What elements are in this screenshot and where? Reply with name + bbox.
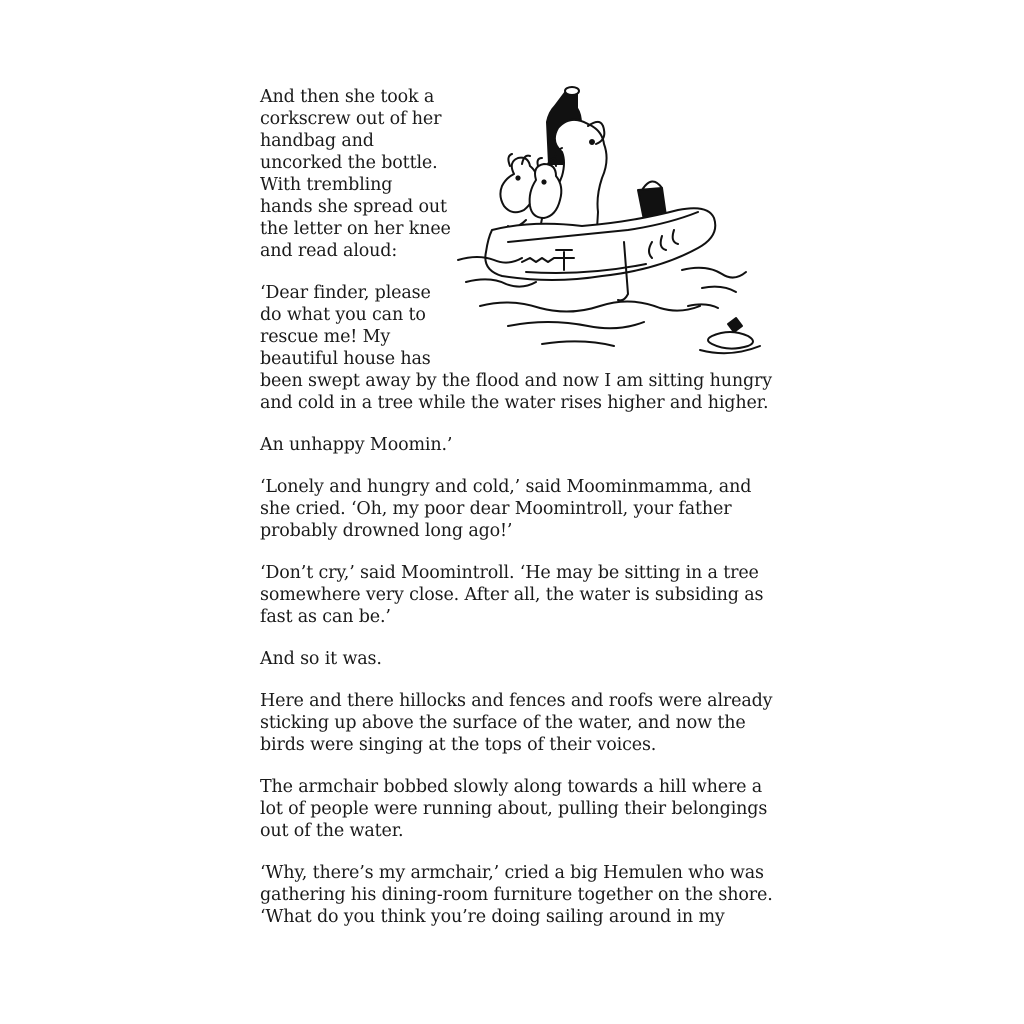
text-line: hands she spread out <box>260 197 447 217</box>
paragraph-gap <box>260 542 770 562</box>
text-line: uncorked the bottle. <box>260 153 438 173</box>
text-line: ‘What do you think you’re doing sailing around in my <box>260 907 725 927</box>
paragraph <box>260 776 770 842</box>
text-line: and read aloud: <box>260 241 398 261</box>
text-line: corkscrew out of her <box>260 109 442 129</box>
text-line: lot of people were running about, pulling their belongings <box>260 799 768 819</box>
paragraph <box>260 690 773 756</box>
paragraph <box>260 862 773 928</box>
text-line: Here and there hillocks and fences and roofs were already <box>260 691 773 711</box>
paragraph <box>260 434 770 456</box>
text-line: been swept away by the flood and now I am sitting hungry <box>260 371 772 391</box>
paragraph <box>260 562 770 628</box>
paragraph-gap <box>260 670 770 690</box>
text-line: gathering his dining-room furniture together on the shore. <box>260 885 773 905</box>
text-line: The armchair bobbed slowly along towards a hill where a <box>260 777 763 797</box>
text-line: ‘Dear finder, please <box>260 283 431 303</box>
text-line: she cried. ‘Oh, my poor dear Moomintroll, your father <box>260 499 732 519</box>
paragraph-gap <box>260 842 770 862</box>
text-line: birds were singing at the tops of their voices. <box>260 735 657 755</box>
paragraph-gap <box>260 756 770 776</box>
paragraph-gap <box>260 456 770 476</box>
text-line: beautiful house has <box>260 349 431 369</box>
text-line: With trembling <box>260 175 393 195</box>
text-line: probably drowned long ago!’ <box>260 521 513 541</box>
text-line: somewhere very close. After all, the water is subsiding as <box>260 585 764 605</box>
paragraph-gap <box>260 414 770 434</box>
text-line: ‘Why, there’s my armchair,’ cried a big Hemulen who was <box>260 863 764 883</box>
text-line: do what you can to <box>260 305 426 325</box>
text-line: rescue me! My <box>260 327 391 347</box>
text-line: And so it was. <box>260 649 382 669</box>
text-line: the letter on her knee <box>260 219 451 239</box>
text-line: ‘Don’t cry,’ said Moomintroll. ‘He may be sitting in a tree <box>260 563 759 583</box>
text-line: out of the water. <box>260 821 404 841</box>
text-line: ‘Lonely and hungry and cold,’ said Moominmamma, and <box>260 477 752 497</box>
paragraph <box>260 648 770 670</box>
text-line: handbag and <box>260 131 374 151</box>
text-line: and cold in a tree while the water rises higher and higher. <box>260 393 769 413</box>
moomin-armchair-illustration <box>452 82 770 372</box>
text-line: And then she took a <box>260 87 435 107</box>
text-line: An unhappy Moomin.’ <box>260 435 453 455</box>
paragraph-gap <box>260 628 770 648</box>
text-line: sticking up above the surface of the water, and now the <box>260 713 746 733</box>
text-line: fast as can be.’ <box>260 607 391 627</box>
paragraph <box>260 476 770 542</box>
